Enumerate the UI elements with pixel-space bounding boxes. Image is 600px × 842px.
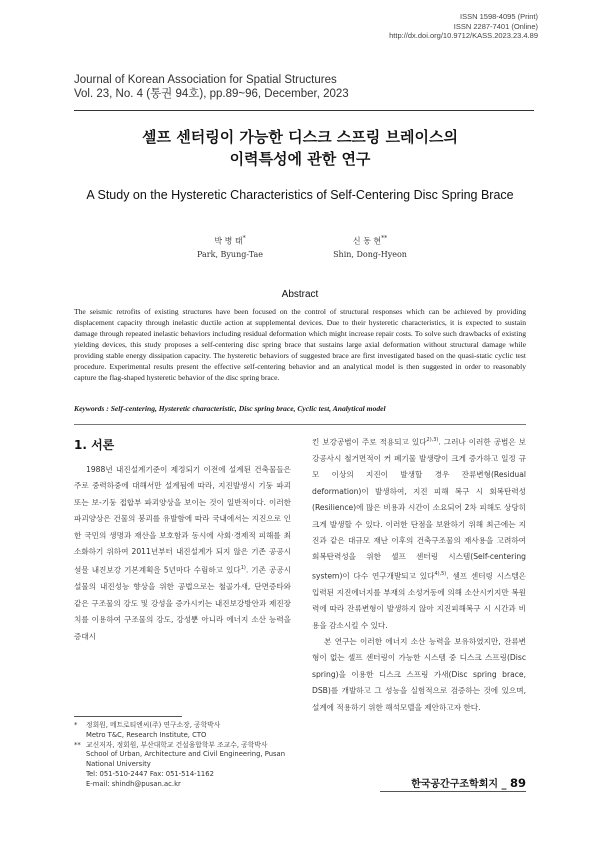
- keywords-line: [74, 403, 526, 414]
- header-divider: [74, 110, 534, 111]
- journal-header: [74, 73, 534, 101]
- korean-title: [40, 126, 560, 170]
- citation-ref: 4),5): [434, 570, 447, 577]
- footnote-2-line3: Tel: 051-510-2447 Fax: 051-514-1162: [86, 769, 214, 778]
- left-column: [74, 462, 291, 645]
- footnote-2-line2: School of Urban, Architecture and Civil Engineering, Pusan National University: [86, 750, 286, 769]
- page-footer: [380, 775, 526, 790]
- footnote-2: ** 교신저자, 정회원, 부산대학교 건설융합학부 조교수, 공학박사: [74, 740, 268, 749]
- keywords-label: Keywords: [74, 404, 105, 413]
- author-1: [175, 232, 285, 261]
- author-2-name-ko: 신 동 현**: [352, 235, 388, 246]
- abstract-divider: [74, 424, 526, 425]
- page-number: 89: [509, 776, 526, 790]
- abstract-text: The seismic retrofits of existing structures have been focused on the control of structural responses which can be achieved by providing displacement capacity through inelastic ductile action at supplemental devices. Due to their hysteretic characteristics, it is expected to sustain damage through repeated inelastic behaviors including residual deformation which might increase repair costs. To solve such drawbacks of existing yielding devices, this study proposes a self-centering disc spring brace that sustains large axial deformation without structural damage while providing stable energy dissipation capacity. The hysteretic behaviors of suggested brace are first investigated based on the quasi-static cyclic test procedure. Experimental results present the effective self-centering behavior and an analytical model is then suggested in order to reasonably capture the flag-shaped hysteretic behavior of the disc spring brace.: [74, 307, 526, 382]
- korean-title-line1: 셀프 센터링이 가능한 디스크 스프링 브레이스의: [142, 128, 458, 146]
- footnote-2-line4: E-mail: shindh@pusan.ac.kr: [86, 779, 181, 788]
- korean-title-line2: 이력특성에 관한 연구: [229, 150, 371, 168]
- intro-paragraph-1: 1988년 내진설계기준이 제정되기 이전에 설계된 건축물들은 주로 중력하중에 대해서만 설계됨에 따라, 지진발생시 기둥 파괴 또는 보-기둥 접합부 파괴양상을 보이는 것이 일반적이다. 이러한 파괴양상은 건물의 붕괴를 유발함에 따라 국내에서는 지진으로 인한 국민의 생명과 재산을 보호함과 동시에 사회·경제적 피해를 최소화하기 위하여 2011년부터 내진설계가 되지 않은 기존 공공시설물 내진보강 기본계획을 5년마다 수립하고 있다$^{1)}$. 기존 공공시설물의 내진성능 향상을 위한 공법으로는 철골가새, 단면증타와 같은 구조물의 강도 및 강성을 증가시키는 내진보강방안과 제진장치를 이용하여 구조물의 강도, 강성뿐 아니라 에너지 소산 능력을 증대시: [74, 465, 291, 641]
- footnote-1-line2: Metro T&C, Research Institute, CTO: [86, 730, 207, 739]
- volume-line: Vol. 23, No. 4 (통권 94호), pp.89~96, December, 2023: [74, 88, 349, 100]
- citation-ref: 2),3): [426, 437, 439, 443]
- footnotes: [74, 721, 291, 790]
- english-title: A Study on the Hysteretic Characteristics of Self-Centering Disc Spring Brace: [86, 188, 514, 202]
- issn-print: ISSN 1598-4095 (Print): [460, 12, 538, 21]
- footnote-1: * 정회원, 메트로티엔씨(주) 연구소장, 공학박사: [74, 721, 221, 729]
- journal-name: Journal of Korean Association for Spatial Structures: [74, 74, 337, 86]
- section-heading-introduction: 1. 서론: [74, 438, 115, 452]
- citation-ref: 1): [240, 565, 246, 572]
- author-2: [310, 232, 430, 261]
- issn-online: ISSN 2287-7401 (Online): [453, 21, 538, 31]
- right-column: [312, 432, 526, 716]
- issn-block: [298, 12, 538, 41]
- footer-divider: [380, 791, 526, 792]
- footer-journal-name: 한국공간구조학회지 _: [411, 779, 507, 790]
- author-1-name-en: Park, Byung-Tae: [196, 249, 263, 259]
- intro-paragraph-2: 본 연구는 이러한 에너지 소산 능력을 보유하였지만, 잔류변형이 없는 셀프 센터링이 가능한 시스템 중 디스크 스프링(Disc spring)을 이용한 디스크 스프링 가새(Disc spring brace, DSB)를 개발하고 그 성능을 실험적으로 검증하는 것에 있으며, 설계에 적용하기 위한 해석모델을 제안하고자 한다.: [312, 636, 526, 712]
- author-2-name-en: Shin, Dong-Hyeon: [333, 249, 407, 259]
- intro-paragraph-1-continued: 킨 보강공법이 주로 적용되고 있다$^{2),3)}$. 그러나 이러한 공법은 보강공사시 철거면적이 커 폐기물 발생량이 크게 증가하고 일정 규모 이상의 지진이 발생할 경우 잔류변형(Residual deformation)이 발생하여, 지진 피해 복구 시 회복탄력성(Resilience)에 많은 비용과 시간이 소요되어 2차 피해도 상당히 크게 발생할 수 있다. 이러한 단점을 보완하기 위해 최근에는 지진과 같은 대규모 재난 이후의 건축구조물의 재사용을 고려하여 회복탄력성을 위한 셀프 센터링 시스템(Self-centering system)이 다수 연구개발되고 있다$^{4),5)}$. 셀프 센터링 시스템은 입력된 지진에너지를 부재의 소성거동에 의해 소산시키지만 복원력에 따라 잔류변형이 발생하지 않아 지진피해복구 시 시간과 비용을 감소시킬 수 있다.: [312, 437, 526, 630]
- doi-link[interactable]: http://dx.doi.org/10.9712/KASS.2023.23.4.89: [389, 31, 538, 40]
- abstract-heading: Abstract: [281, 289, 319, 300]
- footnote-divider: [74, 716, 182, 717]
- author-1-name-ko: 박 병 태*: [214, 235, 246, 246]
- keywords-list: : Self-centering, Hysteretic characteristic, Disc spring brace, Cyclic test, Analytical model: [106, 404, 386, 413]
